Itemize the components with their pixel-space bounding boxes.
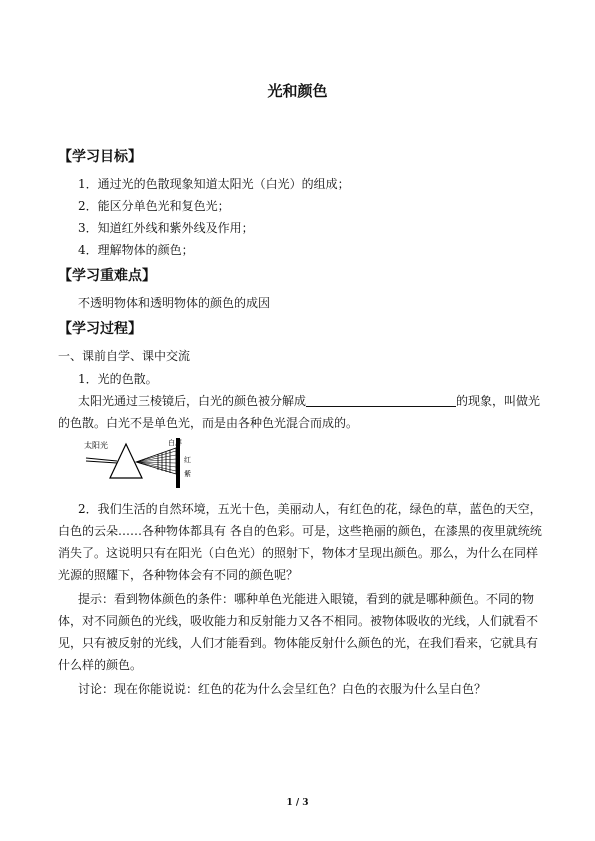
screen-label: 白屏 (168, 439, 182, 447)
paragraph-line: 消失了。这说明只有在阳光（白色光）的照射下，物体才呈现出颜色。那么，为什么在同样 (58, 546, 539, 560)
goal-item: 4．理解物体的颜色； (78, 243, 194, 257)
paragraph-text: 太阳光通过三棱镜后，白光的颜色被分解成 (78, 394, 307, 408)
prism-dispersion-figure (80, 434, 210, 490)
sunlight-ray (86, 458, 117, 461)
hint-line: 体，对不同颜色的光线，吸收能力和反射能力又各不相同。被物体吸收的光线，人们就看不 (58, 614, 539, 628)
page-title: 光和颜色 (267, 82, 328, 100)
paragraph-text: 的现象，叫做光 (456, 394, 541, 408)
goal-item: 2．能区分单色光和复色光； (78, 199, 230, 213)
hint-line: 提示：看到物体颜色的条件：哪种单色光能进入眼镜，看到的就是哪种颜色。不同的物 (78, 592, 535, 606)
fill-in-blank[interactable] (306, 394, 456, 407)
paragraph-line: 的色散。白光不是单色光，而是由各种色光混合而成的。 (58, 416, 359, 430)
sunlight-ray (86, 461, 117, 463)
goal-item: 3．知道红外线和紫外线及作用； (78, 221, 254, 235)
key-text: 不透明物体和透明物体的颜色的成因 (78, 296, 271, 310)
discussion-question: 讨论：现在你能说说：红色的花为什么会呈红色？白色的衣服为什么呈白色？ (78, 682, 487, 696)
goals-heading: 【学习目标】 (58, 149, 142, 165)
item-heading: 1．光的色散。 (78, 372, 158, 386)
violet-label: 紫 (184, 470, 191, 478)
key-heading: 【学习重难点】 (58, 268, 156, 284)
sun-label: 太阳光 (84, 441, 108, 450)
page-number: 1 / 3 (286, 798, 309, 808)
goal-item: 1．通过光的色散现象知道太阳光（白光）的组成； (78, 177, 350, 191)
hint-line: 见，只有被反射的光线，人们才能看到。物体能反射什么颜色的光，在我们看来，它就具有 (58, 636, 539, 650)
paragraph-line: 白色的云朵……各种物体都具有 各自的色彩。可是，这些艳丽的颜色，在漆黑的夜里就统统 (58, 524, 542, 538)
process-heading: 【学习过程】 (58, 321, 142, 337)
hint-line: 什么样的颜色。 (58, 658, 143, 672)
paragraph-line: 2．我们生活的自然环境，五光十色，美丽动人，有红色的花，绿色的草，蓝色的天空， (78, 502, 542, 516)
paragraph-line: 光源的照耀下，各种物体会有不同的颜色呢？ (58, 568, 299, 582)
paragraph-line (78, 392, 540, 409)
red-label: 红 (184, 456, 191, 464)
part-heading: 一、课前自学、课中交流 (58, 349, 191, 363)
